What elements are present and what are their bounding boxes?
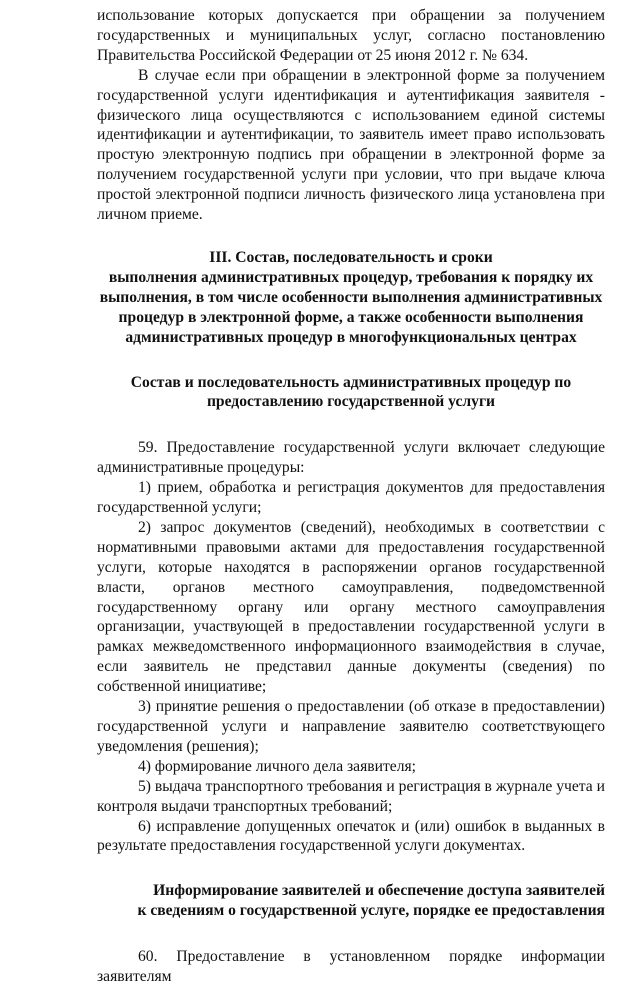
- paragraph-intro-tail: использование которых допускается при обращении за получением государственных и муниципальных услуг, согласно постановлению Правительства Российской Федерации от 25 июня 2012 г. № 634.: [97, 7, 605, 64]
- item-59-intro: 59. Предоставление государственной услуги включает следующие административные процедуры:: [97, 439, 605, 477]
- procedure-step: 4) формирование личного дела заявителя;: [138, 757, 416, 775]
- item-60-text: 60. Предоставление в установленном порядке информации заявителям: [97, 948, 605, 986]
- item-59: [97, 438, 605, 856]
- section-3-heading-line: выполнения административных процедур, требования к порядку их: [108, 268, 594, 286]
- document-page: [97, 6, 605, 987]
- procedure-step: 2) запрос документов (сведений), необходимых в соответствии с нормативными правовыми актами для предоставления государственной услуги, которые находятся в распоряжении органов государственной власти, органов местного самоуправления, подведомственной государственному органу или органу местного самоуправления организации, участвующей в предоставлении государственной услуги в рамках межведомственного информационного взаимодействия в случае, если заявитель не представил данные документы (сведения) по собственной инициативе;: [97, 518, 605, 696]
- procedures-subheading-line: предоставлению государственной услуги: [206, 393, 496, 411]
- procedure-step: 5) выдача транспортного требования и регистрация в журнале учета и контроля выдачи транспортных требований;: [97, 777, 605, 815]
- informing-subheading: [97, 881, 605, 921]
- procedures-subheading-line: Состав и последовательность административных процедур по: [130, 373, 572, 391]
- section-3-heading-line: III. Состав, последовательность и сроки: [209, 248, 493, 266]
- informing-subheading-line: Информирование заявителей и обеспечение доступа заявителей: [153, 882, 605, 900]
- procedure-step: 1) прием, обработка и регистрация документов для предоставления государственной услуги;: [97, 479, 605, 517]
- section-3-heading: [97, 248, 605, 348]
- procedures-subheading: [97, 373, 605, 413]
- paragraph-electronic-signature: В случае если при обращении в электронной форме за получением государственной услуги идентификация и аутентификация заявителя - физического лица осуществляются с использованием единой системы идентификации и аутентификации, то заявитель имеет право использовать простую электронную подпись при обращении в электронной форме за получением государственной услуги при условии, что при выдаче ключа простой электронной подписи личность физического лица установлена при личном приеме.: [97, 66, 605, 224]
- section-3-heading-line: административных процедур в многофункциональных центрах: [125, 328, 577, 346]
- section-3-heading-line: процедур в электронной форме, а также особенности выполнения: [118, 308, 584, 326]
- procedure-step: 3) принятие решения о предоставлении (об отказе в предоставлении) государственной услуги и направление заявителю соответствующего уведомления (решения);: [97, 698, 605, 755]
- section-3-heading-line: выполнения, в том числе особенности выполнения административных: [99, 288, 603, 306]
- procedure-step: 6) исправление допущенных опечаток и (или) ошибок в выданных в результате предоставления государственной услуги документах.: [97, 817, 605, 855]
- informing-subheading-line: к сведениям о государственной услуге, порядке ее предоставления: [137, 902, 605, 920]
